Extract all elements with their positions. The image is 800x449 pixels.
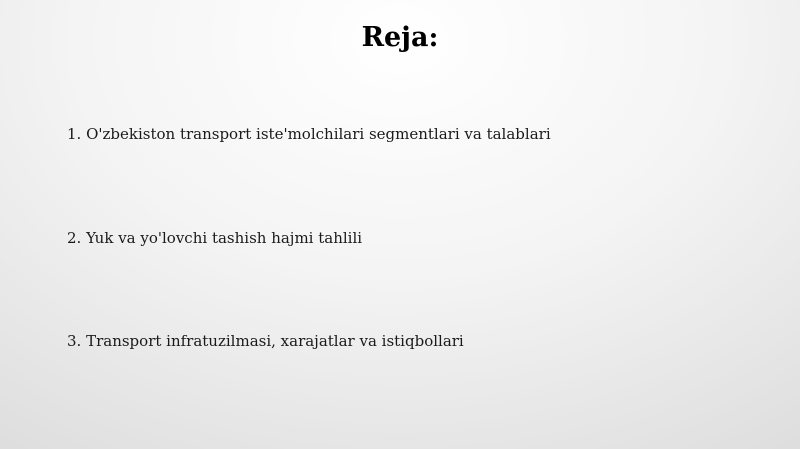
agenda-item: 3. Transport infratuzilmasi, xarajatlar va istiqbollari: [67, 332, 464, 350]
agenda-item: 1. O'zbekiston transport iste'molchilari segmentlari va talablari: [67, 125, 551, 143]
agenda-item: 2. Yuk va yo'lovchi tashish hajmi tahlili: [67, 229, 363, 247]
slide-title: Reja:: [361, 22, 439, 53]
